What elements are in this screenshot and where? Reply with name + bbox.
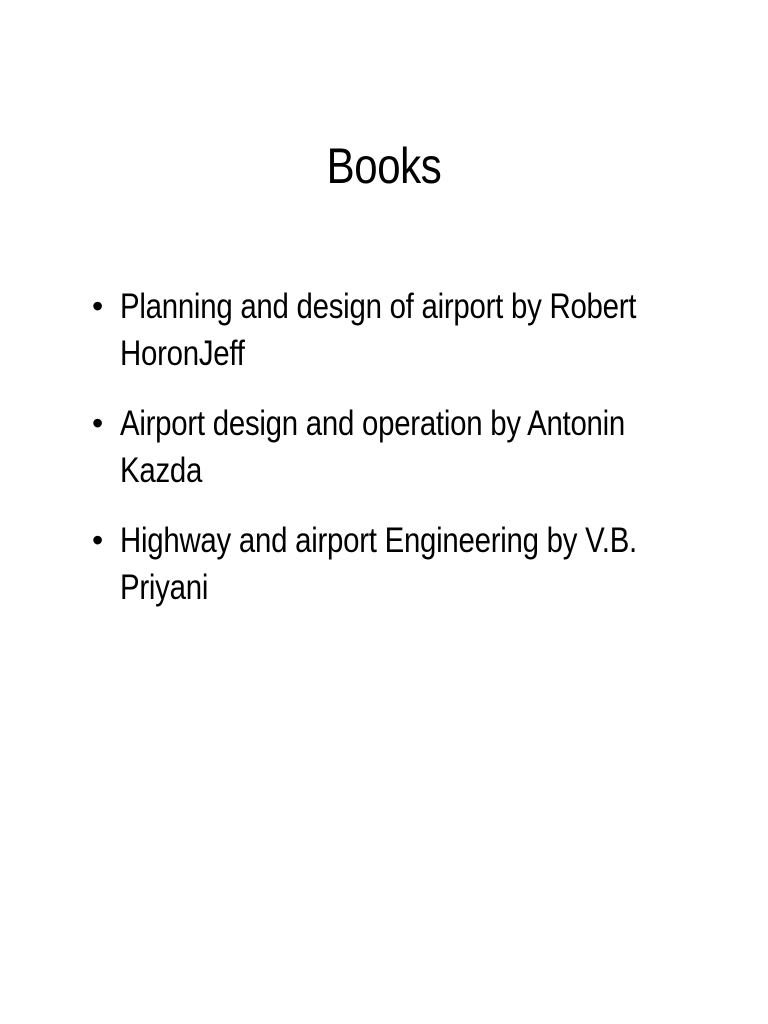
slide-title: Books	[326, 138, 442, 194]
bullet-icon: •	[92, 288, 104, 324]
list-item-line: Kazda	[120, 451, 203, 490]
list-item	[92, 400, 712, 494]
list-item-text	[120, 517, 658, 611]
list-item	[92, 283, 712, 377]
list-item-line: HoronJeff	[120, 334, 245, 373]
list-item-line: Airport design and operation by Antonin	[120, 404, 626, 443]
list-item-text	[120, 400, 658, 494]
book-list	[92, 283, 712, 634]
bullet-icon: •	[92, 405, 104, 441]
list-item-line: Priyani	[120, 568, 209, 607]
list-item-line: Highway and airport Engineering by V.B.	[120, 521, 637, 560]
list-item-line: Planning and design of airport by Robert	[120, 287, 637, 326]
list-item	[92, 517, 712, 611]
list-item-text	[120, 283, 658, 377]
bullet-icon: •	[92, 522, 104, 558]
